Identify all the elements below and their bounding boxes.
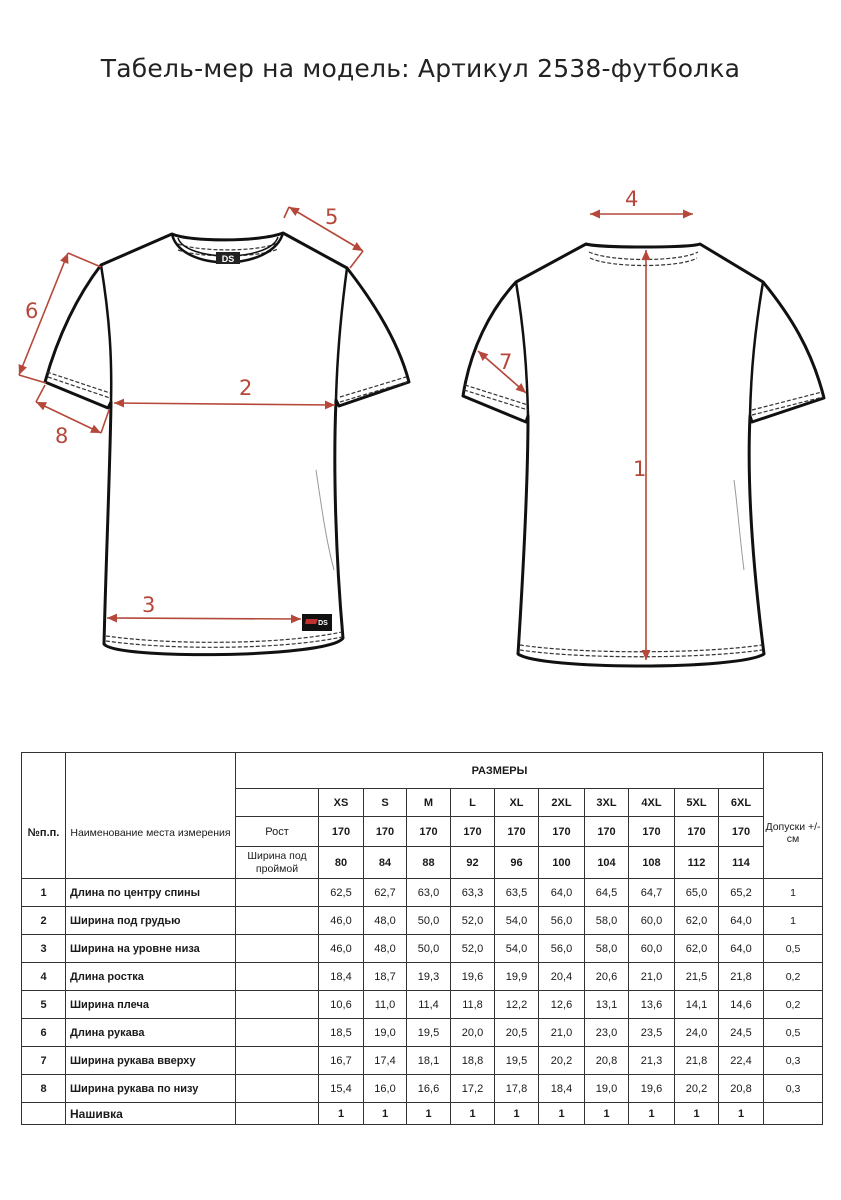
height-value: 170: [319, 817, 364, 847]
row-number: 8: [22, 1075, 66, 1103]
measurement-name: Ширина на уровне низа: [66, 935, 236, 963]
tolerance-value: 0,2: [764, 963, 823, 991]
measurement-value: 65,0: [675, 879, 719, 907]
table-row: [22, 935, 823, 963]
chest-value: 92: [451, 847, 495, 879]
height-value: 170: [585, 817, 629, 847]
header-row-sizes: [22, 789, 823, 817]
measurement-value: 65,2: [719, 879, 764, 907]
measurement-value: 60,0: [629, 935, 675, 963]
arrow-5-ext-a: [284, 207, 289, 218]
measurement-name: Ширина рукава по низу: [66, 1075, 236, 1103]
front-hem-patch: [302, 614, 332, 631]
measurement-value: 17,2: [451, 1075, 495, 1103]
label-6: 6: [25, 299, 39, 323]
table-row: [22, 907, 823, 935]
measurement-value: 18,7: [364, 963, 407, 991]
height-value: 170: [629, 817, 675, 847]
measurement-value: 56,0: [539, 935, 585, 963]
measurement-value: 52,0: [451, 907, 495, 935]
tolerance-value: 0,3: [764, 1075, 823, 1103]
size-header-m: M: [407, 789, 451, 817]
row-number: 5: [22, 991, 66, 1019]
back-tshirt: [463, 244, 824, 666]
size-header-xs: XS: [319, 789, 364, 817]
empty-cell: [236, 1103, 319, 1125]
row-number: 2: [22, 907, 66, 935]
tolerance-value: 1: [764, 879, 823, 907]
chest-value: 100: [539, 847, 585, 879]
measurement-value: 20,5: [495, 1019, 539, 1047]
arrow-8-ext-b: [101, 410, 109, 433]
measurement-value: 63,5: [495, 879, 539, 907]
measurement-value: 19,0: [364, 1019, 407, 1047]
tolerance-value: 0,5: [764, 1019, 823, 1047]
measurement-value: 22,4: [719, 1047, 764, 1075]
measurement-value: 11,0: [364, 991, 407, 1019]
table-row: [22, 879, 823, 907]
chest-value: 96: [495, 847, 539, 879]
patch-value: 1: [319, 1103, 364, 1125]
measurement-name: Длина ростка: [66, 963, 236, 991]
arrow-5-ext-b: [350, 251, 363, 268]
measurement-value: 18,5: [319, 1019, 364, 1047]
measurement-value: 21,8: [719, 963, 764, 991]
label-7: 7: [499, 350, 513, 374]
label-8: 8: [55, 424, 69, 448]
empty-cell: [236, 963, 319, 991]
height-value: 170: [495, 817, 539, 847]
table-row: [22, 963, 823, 991]
measurement-value: 20,2: [675, 1075, 719, 1103]
front-tshirt: [45, 233, 409, 655]
measurement-value: 10,6: [319, 991, 364, 1019]
label-3: 3: [142, 593, 156, 617]
label-5: 5: [325, 205, 339, 229]
height-value: 170: [539, 817, 585, 847]
measurement-value: 62,7: [364, 879, 407, 907]
table-row: [22, 1075, 823, 1103]
brand-text-patch: DS: [318, 620, 328, 627]
chest-value: 104: [585, 847, 629, 879]
measurement-value: 12,6: [539, 991, 585, 1019]
arrow-3-hem-width: [107, 618, 301, 619]
measurement-value: 14,1: [675, 991, 719, 1019]
measurement-value: 52,0: [451, 935, 495, 963]
patch-label: Нашивка: [66, 1103, 236, 1125]
empty-cell: [236, 991, 319, 1019]
empty-cell: [236, 907, 319, 935]
chest-value: 80: [319, 847, 364, 879]
page-title: Табель-мер на модель: Артикул 2538-футболка: [100, 54, 741, 83]
num-header: №п.п.: [22, 789, 66, 879]
chest-value: 108: [629, 847, 675, 879]
size-header-6xl: 6XL: [719, 789, 764, 817]
row-number: 6: [22, 1019, 66, 1047]
measurement-value: 20,2: [539, 1047, 585, 1075]
measurement-value: 63,3: [451, 879, 495, 907]
measurement-value: 64,7: [629, 879, 675, 907]
measurement-value: 14,6: [719, 991, 764, 1019]
tolerance-value: 0,2: [764, 991, 823, 1019]
measurement-name: Ширина рукава вверху: [66, 1047, 236, 1075]
tolerance-value: 0,3: [764, 1047, 823, 1075]
measurement-value: 54,0: [495, 907, 539, 935]
measurement-value: 62,5: [319, 879, 364, 907]
arrow-6-ext-b: [19, 375, 46, 383]
height-value: 170: [364, 817, 407, 847]
empty-cell: [764, 1103, 823, 1125]
label-4: 4: [625, 187, 639, 211]
table-row: [22, 991, 823, 1019]
empty-cell: [22, 1103, 66, 1125]
tolerance-value: 1: [764, 907, 823, 935]
size-header-l: L: [451, 789, 495, 817]
measurement-value: 64,0: [539, 879, 585, 907]
measurement-value: 21,0: [629, 963, 675, 991]
row-number: 3: [22, 935, 66, 963]
patch-value: 1: [407, 1103, 451, 1125]
sizes-row-label-cell: [236, 789, 319, 817]
measurement-value: 60,0: [629, 907, 675, 935]
measurement-name: Ширина плеча: [66, 991, 236, 1019]
tolerance-header: Допуски +/- см: [764, 789, 823, 879]
measurement-value: 48,0: [364, 935, 407, 963]
arrow-6-ext-a: [68, 253, 101, 267]
measurement-value: 16,6: [407, 1075, 451, 1103]
chest-value: 114: [719, 847, 764, 879]
empty-cell: [236, 1019, 319, 1047]
measurement-name: Длина рукава: [66, 1019, 236, 1047]
measurement-value: 21,0: [539, 1019, 585, 1047]
measurement-value: 19,0: [585, 1075, 629, 1103]
measurement-value: 64,5: [585, 879, 629, 907]
size-header-3xl: 3XL: [585, 789, 629, 817]
measurement-value: 24,5: [719, 1019, 764, 1047]
arrow-8-ext-a: [36, 385, 45, 402]
table-row: [22, 1019, 823, 1047]
measurement-value: 19,3: [407, 963, 451, 991]
measurement-value: 16,7: [319, 1047, 364, 1075]
measurement-value: 20,4: [539, 963, 585, 991]
sizes-header: РАЗМЕРЫ: [236, 753, 764, 789]
measurement-value: 21,8: [675, 1047, 719, 1075]
height-value: 170: [407, 817, 451, 847]
row-number: 4: [22, 963, 66, 991]
table-body: [22, 753, 823, 1125]
measurement-value: 46,0: [319, 935, 364, 963]
patch-value: 1: [629, 1103, 675, 1125]
measurement-value: 16,0: [364, 1075, 407, 1103]
chest-label: Ширина под проймой: [236, 847, 319, 879]
measurement-value: 58,0: [585, 935, 629, 963]
front-brand-label: [216, 252, 240, 264]
measurement-value: 64,0: [719, 907, 764, 935]
tolerance-value: 0,5: [764, 935, 823, 963]
height-value: 170: [719, 817, 764, 847]
measurement-value: 23,0: [585, 1019, 629, 1047]
measurement-value: 23,5: [629, 1019, 675, 1047]
measurement-value: 18,1: [407, 1047, 451, 1075]
measurement-value: 19,6: [451, 963, 495, 991]
size-header-2xl: 2XL: [539, 789, 585, 817]
measurement-value: 50,0: [407, 907, 451, 935]
label-1: 1: [633, 457, 647, 481]
arrow-8-sleeve-bottom: [36, 402, 101, 433]
chest-value: 88: [407, 847, 451, 879]
measurement-value: 20,6: [585, 963, 629, 991]
label-2: 2: [239, 376, 253, 400]
measurement-value: 21,3: [629, 1047, 675, 1075]
measurement-value: 18,4: [539, 1075, 585, 1103]
measurement-value: 19,5: [495, 1047, 539, 1075]
measurement-value: 46,0: [319, 907, 364, 935]
measurement-value: 11,4: [407, 991, 451, 1019]
measurement-value: 20,0: [451, 1019, 495, 1047]
measurement-value: 48,0: [364, 907, 407, 935]
patch-value: 1: [675, 1103, 719, 1125]
measurement-value: 15,4: [319, 1075, 364, 1103]
measurement-value: 64,0: [719, 935, 764, 963]
measurement-value: 54,0: [495, 935, 539, 963]
measurement-value: 18,4: [319, 963, 364, 991]
size-header-xl: XL: [495, 789, 539, 817]
patch-value: 1: [495, 1103, 539, 1125]
measurement-value: 13,6: [629, 991, 675, 1019]
patch-value: 1: [451, 1103, 495, 1125]
measurement-value: 63,0: [407, 879, 451, 907]
name-header: Наименование места измерения: [66, 789, 236, 879]
chest-value: 84: [364, 847, 407, 879]
height-value: 170: [675, 817, 719, 847]
header-row-1: [22, 753, 823, 789]
brand-text-neck: DS: [221, 254, 235, 264]
patch-value: 1: [364, 1103, 407, 1125]
height-label: Рост: [236, 817, 319, 847]
measurement-value: 17,8: [495, 1075, 539, 1103]
size-chart-table: [21, 752, 823, 1125]
chest-value: 112: [675, 847, 719, 879]
size-header-4xl: 4XL: [629, 789, 675, 817]
measurement-value: 20,8: [585, 1047, 629, 1075]
num-header-top: [22, 753, 66, 789]
measurement-value: 17,4: [364, 1047, 407, 1075]
measurement-value: 13,1: [585, 991, 629, 1019]
measurement-value: 19,9: [495, 963, 539, 991]
measurement-name: Ширина под грудью: [66, 907, 236, 935]
empty-cell: [236, 1047, 319, 1075]
table-row: [22, 1047, 823, 1075]
empty-cell: [236, 879, 319, 907]
name-header-top: [66, 753, 236, 789]
table-row-patch: [22, 1103, 823, 1125]
measurement-value: 62,0: [675, 907, 719, 935]
patch-value: 1: [719, 1103, 764, 1125]
measurement-value: 11,8: [451, 991, 495, 1019]
measurement-value: 20,8: [719, 1075, 764, 1103]
tol-header-top: [764, 753, 823, 789]
measurement-value: 21,5: [675, 963, 719, 991]
row-number: 1: [22, 879, 66, 907]
size-header-s: S: [364, 789, 407, 817]
measurement-value: 58,0: [585, 907, 629, 935]
empty-cell: [236, 935, 319, 963]
row-number: 7: [22, 1047, 66, 1075]
measurement-value: 18,8: [451, 1047, 495, 1075]
measurement-value: 62,0: [675, 935, 719, 963]
measurement-value: 24,0: [675, 1019, 719, 1047]
measurement-value: 56,0: [539, 907, 585, 935]
empty-cell: [236, 1075, 319, 1103]
measurement-value: 50,0: [407, 935, 451, 963]
patch-value: 1: [539, 1103, 585, 1125]
measurement-value: 12,2: [495, 991, 539, 1019]
height-value: 170: [451, 817, 495, 847]
measurement-value: 19,6: [629, 1075, 675, 1103]
measurement-name: Длина по центру спины: [66, 879, 236, 907]
patch-value: 1: [585, 1103, 629, 1125]
measurement-value: 19,5: [407, 1019, 451, 1047]
size-header-5xl: 5XL: [675, 789, 719, 817]
